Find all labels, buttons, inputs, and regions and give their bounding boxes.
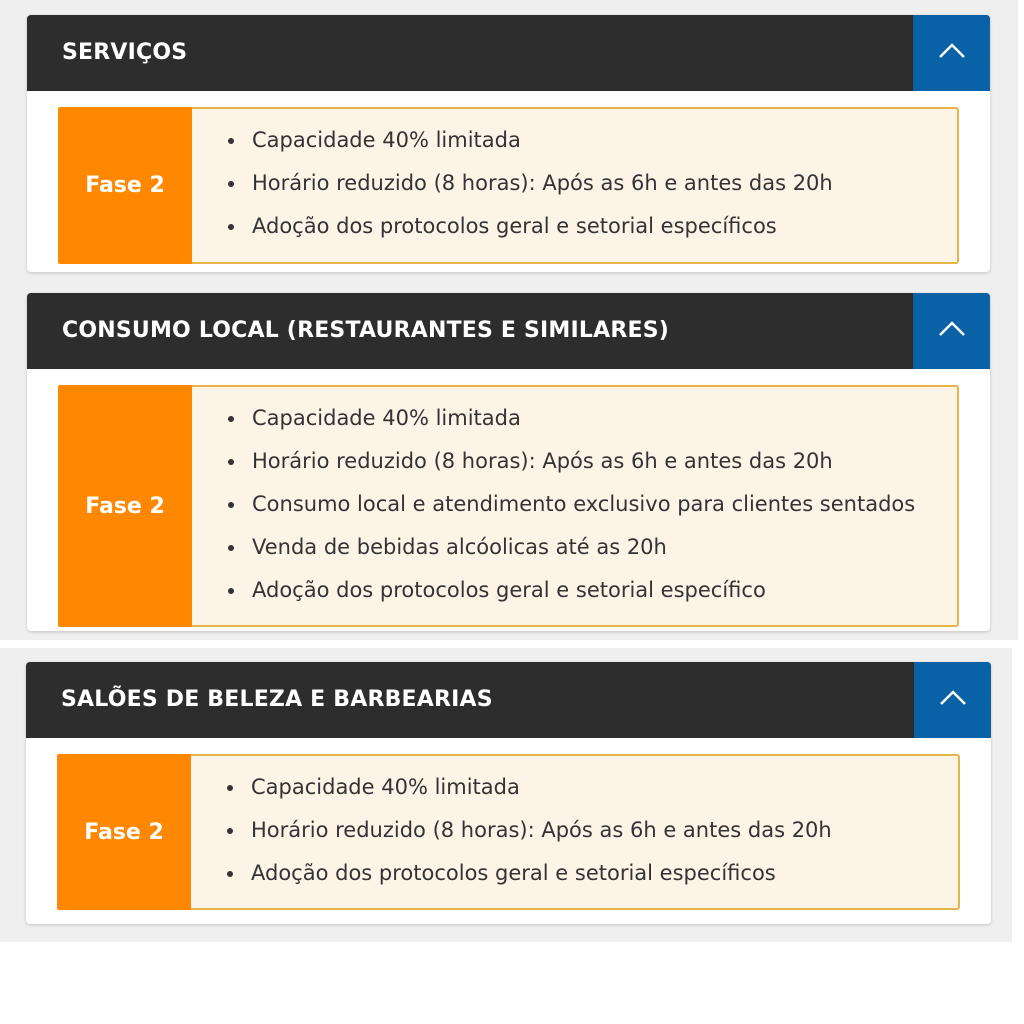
rules-list	[191, 756, 832, 908]
list-item: Consumo local e atendimento exclusivo para clientes sentados	[252, 483, 915, 526]
list-item: Horário reduzido (8 horas): Após as 6h e antes das 20h	[252, 440, 915, 483]
section-header[interactable]	[26, 662, 991, 738]
chevron-up-icon	[938, 41, 966, 59]
bullet-icon	[227, 871, 233, 877]
bullet-icon	[227, 785, 233, 791]
list-item: Capacidade 40% limitada	[252, 119, 833, 162]
rules-list	[192, 109, 833, 262]
list-item: Venda de bebidas alcóolicas até as 20h	[252, 526, 915, 569]
bullet-icon	[228, 224, 234, 230]
phase-label: Fase 2	[58, 385, 192, 627]
phase-card	[58, 107, 959, 264]
phase-label: Fase 2	[58, 107, 192, 264]
section-saloes-de-beleza	[26, 662, 991, 924]
bullet-icon	[228, 138, 234, 144]
section-title: SALÕES DE BELEZA E BARBEARIAS	[61, 687, 493, 712]
bullet-icon	[228, 181, 234, 187]
rules-list	[192, 387, 915, 625]
section-title: SERVIÇOS	[62, 40, 188, 65]
bullet-icon	[227, 828, 233, 834]
section-consumo-local	[27, 293, 990, 631]
phase-label: Fase 2	[57, 754, 191, 910]
collapse-button[interactable]	[913, 293, 990, 369]
phase-card	[57, 754, 960, 910]
section-title: CONSUMO LOCAL (RESTAURANTES E SIMILARES)	[62, 318, 670, 343]
list-item: Capacidade 40% limitada	[252, 397, 915, 440]
list-item: Adoção dos protocolos geral e setorial específicos	[252, 205, 833, 248]
bullet-icon	[228, 502, 234, 508]
list-item: Capacidade 40% limitada	[251, 766, 832, 809]
bullet-icon	[228, 588, 234, 594]
section-header[interactable]	[27, 15, 990, 91]
section-header[interactable]	[27, 293, 990, 369]
list-item: Adoção dos protocolos geral e setorial específicos	[251, 852, 832, 895]
bullet-icon	[228, 459, 234, 465]
list-item: Adoção dos protocolos geral e setorial específico	[252, 569, 915, 612]
phase-card	[58, 385, 959, 627]
collapse-button[interactable]	[913, 15, 990, 91]
list-item: Horário reduzido (8 horas): Após as 6h e antes das 20h	[252, 162, 833, 205]
list-item: Horário reduzido (8 horas): Após as 6h e antes das 20h	[251, 809, 832, 852]
chevron-up-icon	[939, 688, 967, 706]
collapse-button[interactable]	[914, 662, 991, 738]
bullet-icon	[228, 416, 234, 422]
chevron-up-icon	[938, 319, 966, 337]
section-servicos	[27, 15, 990, 272]
bullet-icon	[228, 545, 234, 551]
